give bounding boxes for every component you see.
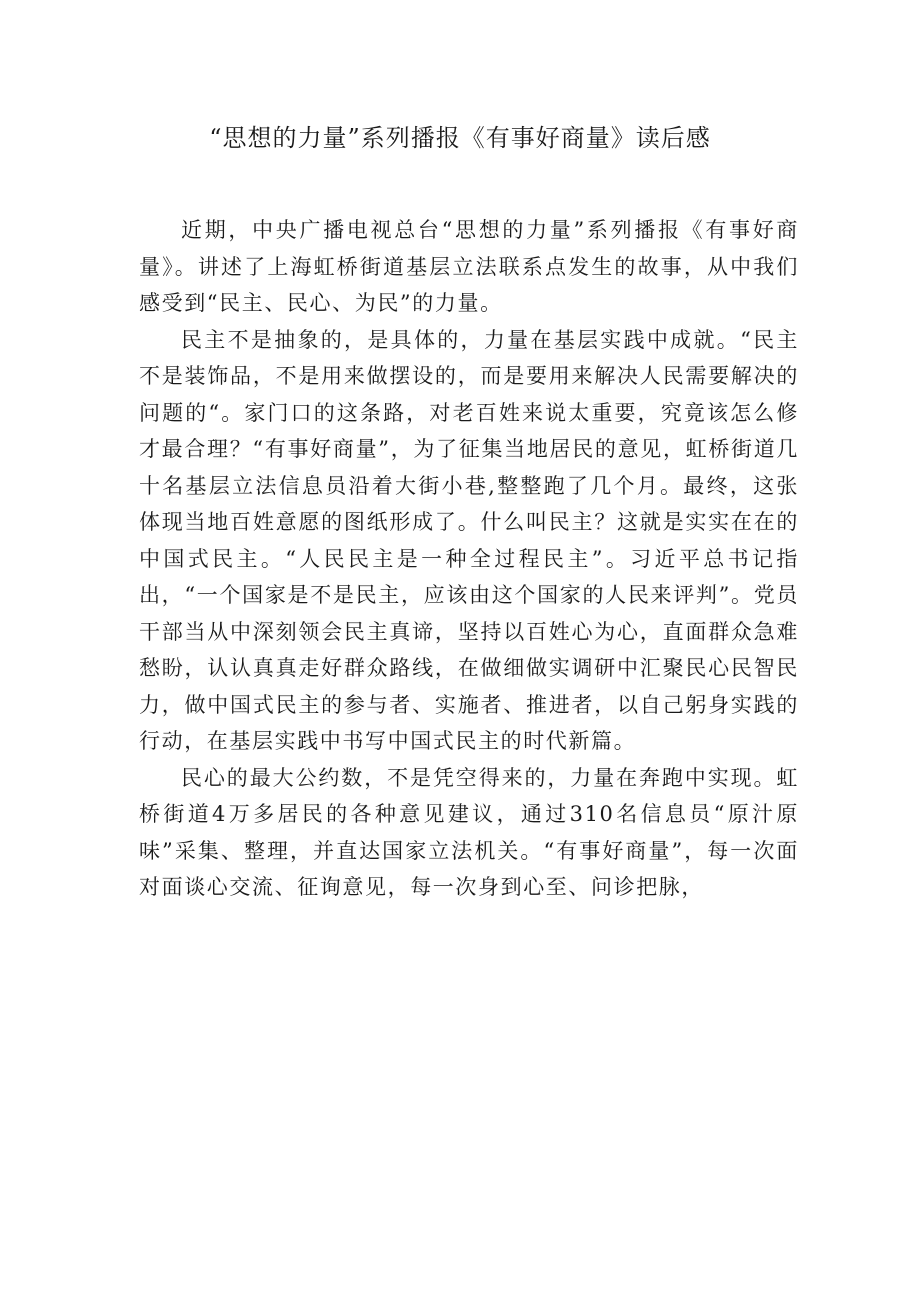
document-title: “思想的力量”系列播报《有事好商量》读后感: [209, 124, 711, 152]
paragraph-public-will: 民心的最大公约数，不是凭空得来的，力量在奔跑中实现。虹桥街道4万多居民的各种意见建议，通过310名信息员“原汁原味”采集、整理，并直达国家立法机关。“有事好商量”，每一次面对面谈心交流、征询意见，每一次身到心至、问诊把脉，: [139, 765, 799, 899]
document-body: [139, 212, 799, 906]
paragraph-intro: 近期，中央广播电视总台“思想的力量”系列播报《有事好商量》。讲述了上海虹桥街道基层立法联系点发生的故事，从中我们感受到“民主、民心、为民”的力量。: [139, 218, 799, 315]
paragraph-democracy: 民主不是抽象的，是具体的，力量在基层实践中成就。“民主不是装饰品，不是用来做摆设的，而是要用来解决人民需要解决的问题的“。家门口的这条路，对老百姓来说太重要，究竟该怎么修才最合理？“有事好商量”，为了征集当地居民的意见，虹桥街道几十名基层立法信息员沿着大街小巷,整整跑了几个月。最终，这张体现当地百姓意愿的图纸形成了。什么叫民主？这就是实实在在的中国式民主。“人民民主是一种全过程民主”。习近平总书记指出，“一个国家是不是民主，应该由这个国家的人民来评判”。党员干部当从中深刻领会民主真谛，坚持以百姓心为心，直面群众急难愁盼，认认真真走好群众路线，在做细做实调研中汇聚民心民智民力，做中国式民主的参与者、实施者、推进者，以自己躬身实践的行动，在基层实践中书写中国式民主的时代新篇。: [139, 327, 799, 753]
